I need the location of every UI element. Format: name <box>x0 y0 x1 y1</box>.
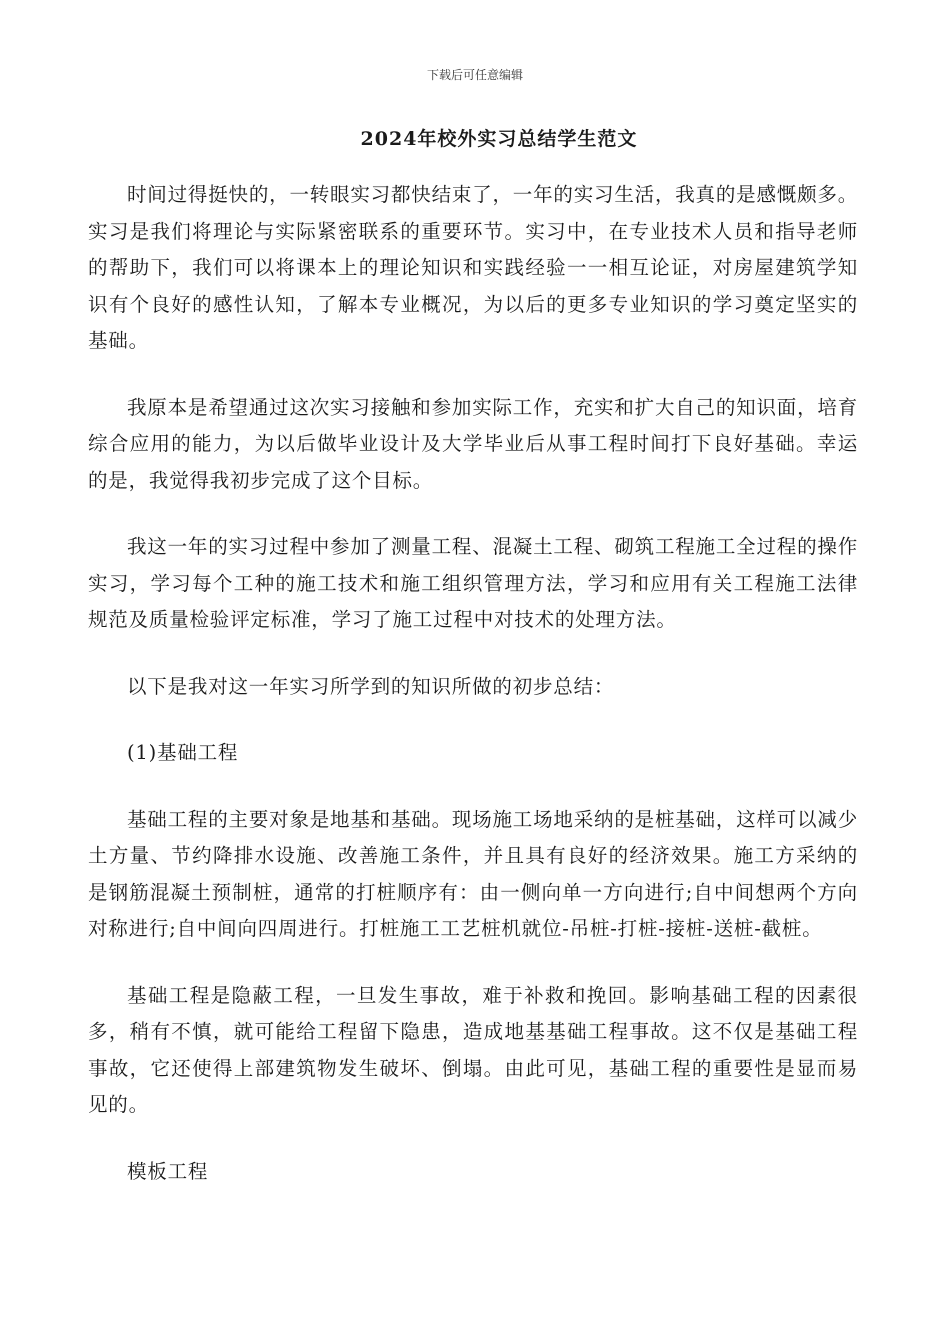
paragraph: 以下是我对这一年实习所学到的知识所做的初步总结： <box>127 674 615 698</box>
document-title: 2024年校外实习总结学生范文 <box>360 128 638 150</box>
paragraph: 基础工程是隐蔽工程，一旦发生事故，难于补救和挽回。影响基础工程的因素很多，稍有不慎，就可能给工程留下隐患，造成地基基础工程事故。这不仅是基础工程事故，它还使得上部建筑物发生破坏、倒塌。由此可见，基础工程的重要性是显而易见的。 <box>88 983 858 1116</box>
paragraph: 我原本是希望通过这次实习接触和参加实际工作，充实和扩大自己的知识面，培育综合应用的能力，为以后做毕业设计及大学毕业后从事工程时间打下良好基础。幸运的是，我觉得我初步完成了这个目标。 <box>88 395 858 492</box>
paragraph: 时间过得挺快的，一转眼实习都快结束了，一年的实习生活，我真的是感慨颇多。实习是我们将理论与实际紧密联系的重要环节。实习中，在专业技术人员和指导老师的帮助下，我们可以将课本上的理论知识和实践经验一一相互论证，对房屋建筑学知识有个良好的感性认知，了解本专业概况，为以后的更多专业知识的学习奠定坚实的基础。 <box>88 183 858 352</box>
document-body <box>88 177 858 1220</box>
section-heading: (1)基础工程 <box>127 741 239 764</box>
header-note: 下载后可任意编辑 <box>426 68 523 82</box>
paragraph: 我这一年的实习过程中参加了测量工程、混凝土工程、砌筑工程施工全过程的操作实习，学习每个工种的施工技术和施工组织管理方法，学习和应用有关工程施工法律规范及质量检验评定标准，学习了施工过程中对技术的处理方法。 <box>88 535 858 631</box>
section-heading: 模板工程 <box>127 1159 209 1183</box>
paragraph: 基础工程的主要对象是地基和基础。现场施工场地采纳的是桩基础，这样可以减少土方量、节约降排水设施、改善施工条件，并且具有良好的经济效果。施工方采纳的是钢筋混凝土预制桩，通常的打桩顺序有：由一侧向单一方向进行;自中间想两个方向对称进行;自中间向四周进行。打桩施工工艺桩机就位-吊桩-打桩-接桩-送桩-截桩。 <box>88 807 858 940</box>
